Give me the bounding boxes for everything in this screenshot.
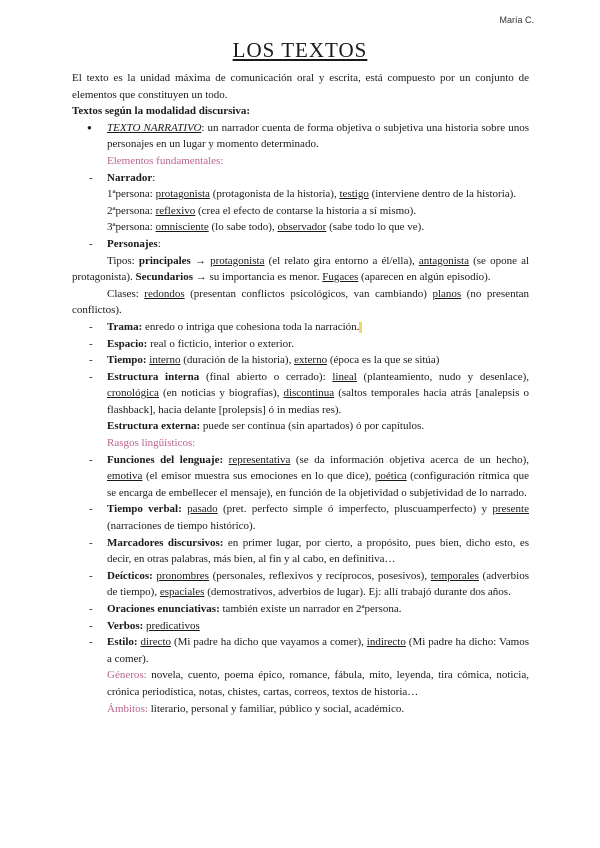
list-item-marcadores: - Marcadores discursivos: en primer lugar, por cierto, a propósito, pues bien, dicho esto, es decir, en otras palabras, más bien, al fin y al cabo, en definitiva… bbox=[72, 535, 529, 568]
narrador-primera-persona: 1ªpersona: protagonista (protagonista de la historia), testigo (interviene dentro de la historia). bbox=[107, 188, 517, 201]
narrador-tercera-persona: 3ªpersona: omnisciente (lo sabe todo), observador (sabe todo lo que ve). bbox=[107, 221, 425, 234]
list-item-estilo: - Estilo: directo (Mi padre ha dicho que vayamos a comer), indirecto (Mi padre ha dicho: Vamos a comer). bbox=[72, 634, 529, 667]
rasgos-heading: Rasgos lingüísticos: bbox=[107, 437, 196, 450]
list-item-deicticos: - Deícticos: pronombres (personales, reflexivos y recíprocos, posesivos), temporales (adverbios de tiempo), espaciales (demostrativos, adverbios de lugar). Ej: allí trabajó durante dos años. bbox=[72, 568, 529, 601]
modalidad-list bbox=[72, 120, 529, 153]
bullet-texto-narrativo: ● TEXTO NARRATIVO: un narrador cuenta de forma objetiva o subjetiva una historia sobre unos personajes en un lugar y momento determinado. bbox=[72, 120, 529, 153]
list-item-trama: - Trama: enredo o intriga que cohesiona toda la narración. bbox=[72, 319, 529, 336]
generos-paragraph: Géneros: novela, cuento, poema épico, romance, fábula, mito, leyenda, tira cómica, noticia, crónica periodística, notas, chistes, cartas, correos, textos de historia… bbox=[107, 669, 529, 698]
generos-label: Géneros: bbox=[107, 669, 147, 682]
elementos-list-2 bbox=[72, 319, 529, 435]
list-item-funciones: - Funciones del lenguaje: representativa (se da información objetiva acerca de un hecho), emotiva (el emisor muestra sus emociones en lo que dice), poética (configuración rítmica que se encarga de embellecer el mensaje), en función de la objetividad o subjetividad de lo narrado. bbox=[72, 452, 529, 502]
narrador-segunda-persona: 2ªpersona: reflexivo (crea el efecto de contarse la historia a sí mismo). bbox=[107, 204, 417, 217]
list-item-tiempo: - Tiempo: interno (duración de la historia), externo (época es la que se sitúa) bbox=[72, 352, 529, 369]
document-body bbox=[72, 70, 529, 717]
ambitos-paragraph: Ámbitos: literario, personal y familiar, público y social, académico. bbox=[107, 702, 405, 715]
intro-paragraph: El texto es la unidad máxima de comunicación oral y escrita, está compuesto por un conjunto de elementos que constituyen un todo. bbox=[72, 72, 529, 101]
author-name: María C. bbox=[499, 15, 534, 25]
personajes-tipos: Tipos: principales → protagonista (el relato gira entorno a él/ella), antagonista (se opone al protagonista). Secundarios → su importancia es menor. Fugaces (aparecen en algún episodio). bbox=[72, 254, 530, 284]
list-item-personajes: - Personajes: bbox=[72, 236, 529, 253]
section-heading: Textos según la modalidad discursiva: bbox=[72, 105, 251, 118]
elementos-list bbox=[72, 170, 529, 187]
list-item-oraciones: - Oraciones enunciativas: también existe un narrador en 2ªpersona. bbox=[72, 601, 529, 618]
list-item-tiempo-verbal: - Tiempo verbal: pasado (pret. perfecto simple ó imperfecto, pluscuamperfecto) y presente (narraciones de tiempo histórico). bbox=[72, 501, 529, 534]
highlight-mark bbox=[359, 322, 362, 333]
rasgos-list bbox=[72, 452, 529, 668]
ambitos-label: Ámbitos: bbox=[107, 702, 148, 715]
list-item-estructura-interna: - Estructura interna (final abierto o cerrado): lineal (planteamiento, nudo y desenlace), cronológica (en noticias y biografías), discontinua (saltos temporales hacia atrás [analepsis o flashback], hacia delante [prolepsis] ó in medias res). Estructura externa: puede ser continua (sin apartados) ó por capítulos. bbox=[72, 369, 529, 435]
list-item-espacio: - Espacio: real o ficticio, interior o exterior. bbox=[72, 336, 529, 353]
list-item-verbos: - Verbos: predicativos bbox=[72, 618, 529, 635]
list-item-narrador: - Narrador: bbox=[72, 170, 529, 187]
elementos-heading: Elementos fundamentales: bbox=[107, 154, 224, 167]
page-title: LOS TEXTOS bbox=[232, 38, 368, 62]
personajes-clases: Clases: redondos (presentan conflictos psicológicos, van cambiando) planos (no presentan conflictos). bbox=[72, 287, 530, 317]
personajes-list bbox=[72, 236, 529, 253]
